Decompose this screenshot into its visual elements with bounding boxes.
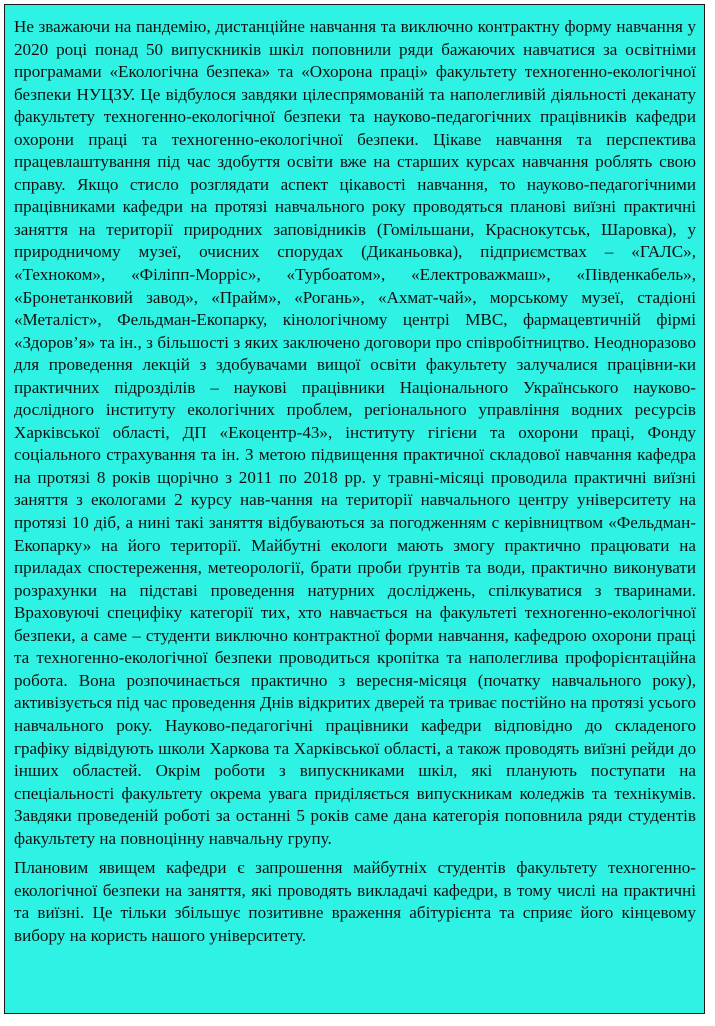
- text-box: [4, 4, 705, 1014]
- paragraph-closing: Плановим явищем кафедри є запрошення майбутніх студентів факультету техногенно-екологічної безпеки на заняття, які проводять викладачі кафедри, в тому числі на практичні та виїзні. Це тільки збільшує позитивне враження абітурієнта та сприяє його кінцевому вибору на користь нашого університету.: [14, 858, 696, 945]
- paragraph-main: Не зважаючи на пандемію, дистанційне навчання та виключно контрактну форму навчання у 2020 році понад 50 випускників шкіл поповнили ряди бажаючих навчатися за освітніми програмами «Екологічна безпека» та «Охорона праці» факультету техногенно-екологічної безпеки НУЦЗУ. Це відбулося завдяки цілеспрямованій та наполегливій діяльності деканату факультету техногенно-екологічної безпеки та науково-педагогічних працівників кафедри охорони праці та техногенно-екологічної безпеки. Цікаве навчання та перспектива працевлаштування під час здобуття освіти вже на старших курсах навчання роблять свою справу. Якщо стисло розглядати аспект цікавості навчання, то науково-педагогічними працівниками кафедри на протязі навчального року проводяться планові виїзні практичні заняття на території природних заповідників (Гомільшани, Краснокутськ, Шаровка), у природничому музеї, очисних спорудах (Диканьовка), підприємствах – «ГАЛС», «Техноком», «Філіпп-Морріс», «Турбоатом», «Електроважмаш», «Південкабель», «Бронетанковий завод», «Прайм», «Рогань», «Ахмат-чай», морському музеї, стадіоні «Металіст», Фельдман-Екопарку, кінологічному центрі МВС, фармацевтичній фірмі «Здоров’я» та ін., з більшості з яких заключено договори про співробітництво. Неодноразово для проведення лекцій з здобувачами вищої освіти факультету залучалися працівни-ки практичних підрозділів – наукові працівники Національного Українського науково-дослідного інституту екологічних проблем, регіонального управління водних ресурсів Харківської області, ДП «Екоцентр-43», інституту гігієни та охорони праці, Фонду соціального страхування та ін. З метою підвищення практичної складової навчання кафедра на протязі 8 років щорічно з 2011 по 2018 рр. у травні-місяці проводила практичні виїзні заняття з екологами 2 курсу нав-чання на території навчального центру університету на протязі 10 діб, а нині такі заняття відбуваються за погодженням с керівництвом «Фельдман-Екопарку» на його території. Майбутні екологи мають змогу практично працювати на приладах спостереження, метеорології, брати проби ґрунтів та води, практично виконувати розрахунки на підставі проведення натурних досліджень, спілкуватися з тваринами. Враховуючі специфіку категорії тих, хто навчається на факультеті техногенно-екологічної безпеки, а саме – студенти виключно контрактної форми навчання, кафедрою охорони праці та техногенно-екологічної безпеки проводиться кропітка та наполеглива профорієнтаційна робота. Вона розпочинається практично з вересня-місяця (початку навчального року), активізується під час проведення Днів відкритих дверей та триває постійно на протязі усього навчального року. Науково-педагогічні працівники кафедри відповідно до складеного графіку відвідують школи Харкова та Харківської області, а також проводять виїзні рейди до інших областей. Окрім роботи з випускниками шкіл, які планують поступати на спеціальності факультету окрема увага приділяється випускникам коледжів та технікумів. Завдяки проведеній роботі за останні 5 років саме дана категорія поповнила ряди студентів факультету на повноцінну навчальну групу.: [14, 17, 696, 848]
